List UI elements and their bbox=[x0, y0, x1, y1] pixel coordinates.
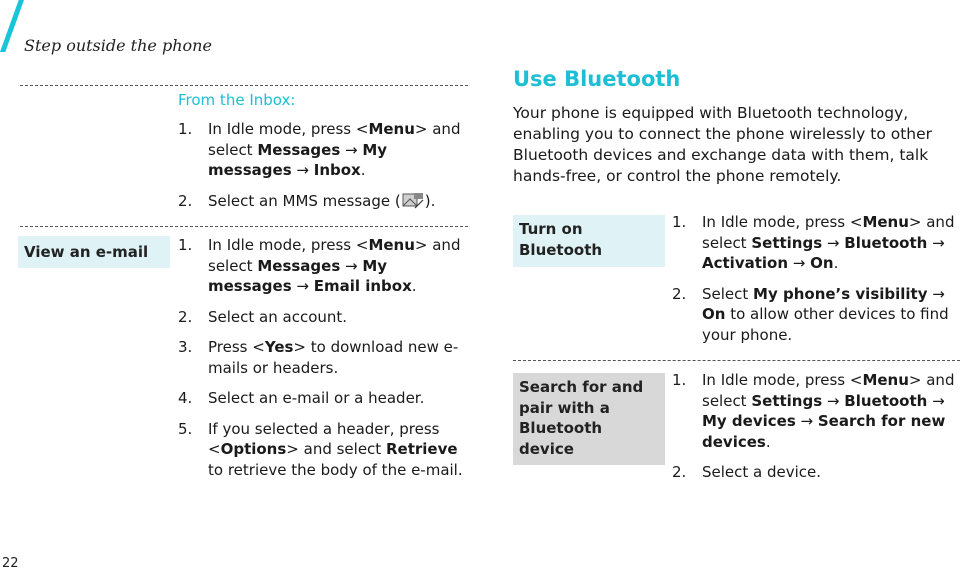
email-steps bbox=[178, 235, 468, 490]
section-title: Use Bluetooth bbox=[513, 67, 681, 91]
turn-on-steps bbox=[672, 212, 962, 355]
turn-on-bluetooth-label: Turn on Bluetooth bbox=[513, 215, 665, 267]
search-steps bbox=[672, 370, 962, 493]
list-item: 2. Select a device. bbox=[672, 463, 822, 481]
divider bbox=[20, 85, 468, 86]
page-header-title: Step outside the phone bbox=[24, 36, 212, 55]
list-item: 5. If you selected a header, press <Options> and select Retrieve to retrieve the body of the e-mail. bbox=[178, 419, 463, 479]
view-email-label: View an e-mail bbox=[18, 236, 170, 268]
mms-message-icon bbox=[402, 192, 424, 210]
divider bbox=[513, 360, 960, 361]
list-item: 4. Select an e-mail or a header. bbox=[178, 389, 425, 407]
header-accent-bar bbox=[0, 0, 24, 52]
list-item: 1. In Idle mode, press <Menu> and select Messages → My messages → Email inbox. bbox=[178, 236, 461, 295]
list-item: 2. Select My phone’s visibility → On to allow other devices to find your phone. bbox=[672, 284, 949, 344]
list-item: 1. In Idle mode, press <Menu> and select Settings → Bluetooth → My devices → Search for new devices. bbox=[672, 371, 955, 451]
list-item: 1. In Idle mode, press <Menu> and select Messages → My messages → Inbox. bbox=[178, 120, 461, 179]
bluetooth-intro: Your phone is equipped with Bluetooth technology, enabling you to connect the phone wirelessly to other Bluetooth devices and exchange data with them, talk hands-free, or control the phone remotely. bbox=[513, 104, 933, 185]
search-pair-label: Search for and pair with a Bluetooth device bbox=[513, 373, 665, 465]
list-item: 2. Select an account. bbox=[178, 307, 348, 326]
list-item: 2. Select an MMS message ( ). bbox=[178, 191, 436, 210]
page-number: 22 bbox=[2, 556, 19, 571]
list-item: 1. In Idle mode, press <Menu> and select Settings → Bluetooth → Activation → On. bbox=[672, 213, 955, 272]
inbox-intro: From the Inbox: bbox=[178, 91, 296, 109]
inbox-steps bbox=[178, 119, 468, 221]
list-item: 3. Press <Yes> to download new e-mails or headers. bbox=[178, 338, 459, 377]
divider bbox=[20, 226, 468, 227]
